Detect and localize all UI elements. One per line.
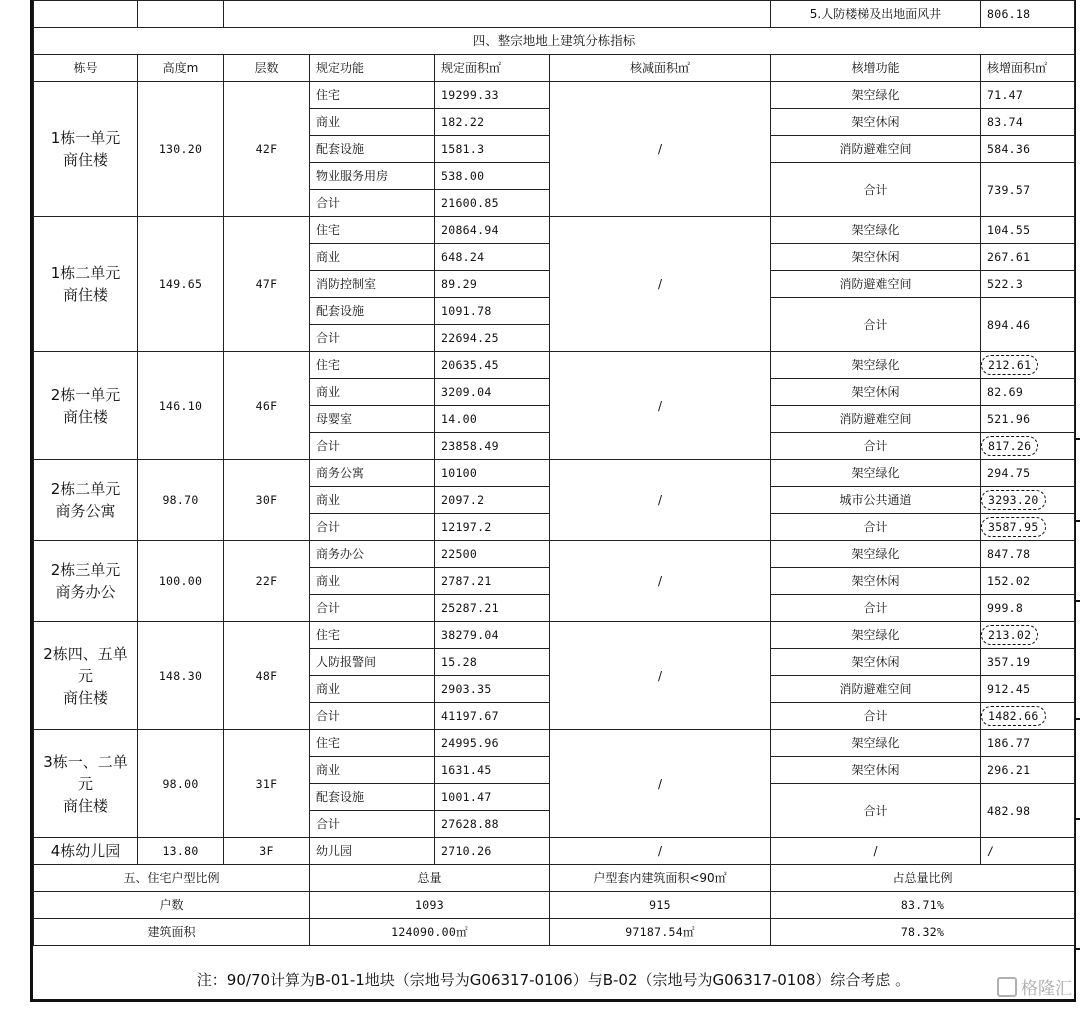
function-area: 182.22 [435, 109, 550, 136]
added-function: 架空休闲 [771, 649, 981, 676]
function-area: 648.24 [435, 244, 550, 271]
added-area: 999.8 [981, 595, 1075, 622]
added-area [981, 622, 1075, 649]
added-area: 82.69 [981, 379, 1075, 406]
function-label: 合计 [310, 190, 435, 217]
table-row [34, 460, 1075, 487]
function-label: 住宅 [310, 622, 435, 649]
added-area: 83.74 [981, 109, 1075, 136]
added-area: 357.19 [981, 649, 1075, 676]
table-row [34, 217, 1075, 244]
function-label: 住宅 [310, 352, 435, 379]
added-area: 294.75 [981, 460, 1075, 487]
added-function: 消防避难空间 [771, 136, 981, 163]
function-label: 住宅 [310, 82, 435, 109]
margin-mark [1074, 520, 1080, 522]
added-function: 架空绿化 [771, 460, 981, 487]
building-name: 1栋一单元 商住楼 [34, 82, 138, 217]
function-label: 配套设施 [310, 298, 435, 325]
function-label: 消防控制室 [310, 271, 435, 298]
function-label: 商业 [310, 757, 435, 784]
function-area: 22500 [435, 541, 550, 568]
function-area: 1581.3 [435, 136, 550, 163]
building-name: 4栋幼儿园 [34, 838, 138, 865]
added-function: 合计 [771, 595, 981, 622]
column-header: 栋号 [34, 55, 138, 82]
function-label: 商务公寓 [310, 460, 435, 487]
added-function: 合计 [771, 703, 981, 730]
building-name: 2栋四、五单元 商住楼 [34, 622, 138, 730]
function-area: 14.00 [435, 406, 550, 433]
added-area: 912.45 [981, 676, 1075, 703]
added-function: 架空休闲 [771, 757, 981, 784]
reduced-area: / [550, 838, 771, 865]
table-row [34, 892, 1075, 919]
table-row [34, 352, 1075, 379]
added-area: / [981, 838, 1075, 865]
watermark-text: 格隆汇 [1021, 979, 1072, 999]
table-row [34, 838, 1075, 865]
added-area: 104.55 [981, 217, 1075, 244]
building-name: 1栋二单元 商住楼 [34, 217, 138, 352]
function-label: 物业服务用房 [310, 163, 435, 190]
added-area: 739.57 [981, 163, 1075, 217]
function-label: 商业 [310, 676, 435, 703]
building-height: 13.80 [138, 838, 224, 865]
building-height: 148.30 [138, 622, 224, 730]
function-area: 27628.88 [435, 811, 550, 838]
function-area: 3209.04 [435, 379, 550, 406]
function-label: 住宅 [310, 730, 435, 757]
building-height: 149.65 [138, 217, 224, 352]
column-header: 总量 [310, 865, 550, 892]
table-row [34, 919, 1075, 946]
margin-mark [1074, 948, 1080, 950]
column-header: 层数 [224, 55, 310, 82]
function-label: 商务办公 [310, 541, 435, 568]
building-floors: 47F [224, 217, 310, 352]
top-row-value: 806.18 [981, 1, 1075, 28]
added-area [981, 352, 1075, 379]
building-name: 3栋一、二单元 商住楼 [34, 730, 138, 838]
function-area: 38279.04 [435, 622, 550, 649]
added-function: 架空休闲 [771, 244, 981, 271]
added-function: 架空绿化 [771, 730, 981, 757]
added-function: 消防避难空间 [771, 676, 981, 703]
added-function: 架空绿化 [771, 352, 981, 379]
added-area: 152.02 [981, 568, 1075, 595]
function-label: 合计 [310, 811, 435, 838]
added-area: 521.96 [981, 406, 1075, 433]
reduced-area: / [550, 730, 771, 838]
column-header: 高度m [138, 55, 224, 82]
circled-value: 1482.66 [981, 706, 1046, 726]
reduced-area: / [550, 622, 771, 730]
reduced-area: / [550, 460, 771, 541]
function-label: 商业 [310, 568, 435, 595]
building-floors: 42F [224, 82, 310, 217]
added-function: 架空绿化 [771, 541, 981, 568]
added-function: 架空休闲 [771, 109, 981, 136]
column-header: 户型套内建筑面积<90㎡ [550, 865, 771, 892]
table-row [34, 82, 1075, 109]
function-area: 538.00 [435, 163, 550, 190]
circled-value: 213.02 [981, 625, 1038, 645]
document-sheet [30, 0, 1076, 1002]
ratio-percent: 83.71% [771, 892, 1075, 919]
added-function: 消防避难空间 [771, 271, 981, 298]
building-height: 98.70 [138, 460, 224, 541]
logo-icon [997, 977, 1017, 997]
ratio-row-label: 建筑面积 [34, 919, 310, 946]
function-area: 2787.21 [435, 568, 550, 595]
column-header: 核增功能 [771, 55, 981, 82]
function-label: 商业 [310, 487, 435, 514]
footnote: 注：90/70计算为B-01-1地块（宗地号为G06317-0106）与B-02（宗地号为G06317-0108）综合考虑 。 [196, 971, 911, 989]
added-area: 482.98 [981, 784, 1075, 838]
building-height: 130.20 [138, 82, 224, 217]
function-area: 22694.25 [435, 325, 550, 352]
function-label: 合计 [310, 703, 435, 730]
function-label: 合计 [310, 595, 435, 622]
function-area: 24995.96 [435, 730, 550, 757]
added-area [981, 433, 1075, 460]
ratio-row-label: 户数 [34, 892, 310, 919]
table-row [34, 622, 1075, 649]
function-area: 12197.2 [435, 514, 550, 541]
added-function: 合计 [771, 433, 981, 460]
table-row [34, 55, 1075, 82]
function-area: 41197.67 [435, 703, 550, 730]
margin-mark [1074, 438, 1080, 440]
added-area: 847.78 [981, 541, 1075, 568]
table-row [34, 730, 1075, 757]
circled-value: 3293.20 [981, 490, 1046, 510]
function-label: 人防报警间 [310, 649, 435, 676]
function-area: 1631.45 [435, 757, 550, 784]
ratio-total: 1093 [310, 892, 550, 919]
function-area: 2710.26 [435, 838, 550, 865]
added-area: 522.3 [981, 271, 1075, 298]
circled-value: 212.61 [981, 355, 1038, 375]
building-floors: 48F [224, 622, 310, 730]
function-label: 母婴室 [310, 406, 435, 433]
function-label: 合计 [310, 325, 435, 352]
function-area: 89.29 [435, 271, 550, 298]
building-floors: 46F [224, 352, 310, 460]
function-area: 25287.21 [435, 595, 550, 622]
function-label: 商业 [310, 244, 435, 271]
added-function: 架空绿化 [771, 82, 981, 109]
table-row [34, 28, 1075, 55]
added-function: / [771, 838, 981, 865]
function-area: 19299.33 [435, 82, 550, 109]
building-floors: 3F [224, 838, 310, 865]
building-floors: 22F [224, 541, 310, 622]
building-height: 146.10 [138, 352, 224, 460]
circled-value: 3587.95 [981, 517, 1046, 537]
function-area: 21600.85 [435, 190, 550, 217]
ratio-percent: 78.32% [771, 919, 1075, 946]
column-header: 核增面积㎡ [981, 55, 1075, 82]
added-area: 894.46 [981, 298, 1075, 352]
table-row [34, 865, 1075, 892]
added-area [981, 514, 1075, 541]
function-label: 合计 [310, 433, 435, 460]
table-cell [224, 1, 771, 28]
added-area: 71.47 [981, 82, 1075, 109]
function-area: 1091.78 [435, 298, 550, 325]
added-area: 584.36 [981, 136, 1075, 163]
function-label: 幼儿园 [310, 838, 435, 865]
function-label: 住宅 [310, 217, 435, 244]
added-function: 合计 [771, 298, 981, 352]
added-function: 合计 [771, 514, 981, 541]
function-area: 10100 [435, 460, 550, 487]
reduced-area: / [550, 541, 771, 622]
added-area: 296.21 [981, 757, 1075, 784]
building-name: 2栋二单元 商务公寓 [34, 460, 138, 541]
ratio-small-units: 97187.54㎡ [550, 919, 771, 946]
added-area [981, 703, 1075, 730]
section-title: 五、住宅户型比例 [34, 865, 310, 892]
building-height: 100.00 [138, 541, 224, 622]
watermark [997, 974, 1072, 999]
function-area: 23858.49 [435, 433, 550, 460]
margin-mark [1074, 600, 1080, 602]
margin-mark [1074, 718, 1080, 720]
added-function: 架空休闲 [771, 568, 981, 595]
added-area: 186.77 [981, 730, 1075, 757]
building-name: 2栋一单元 商住楼 [34, 352, 138, 460]
building-height: 98.00 [138, 730, 224, 838]
function-area: 1001.47 [435, 784, 550, 811]
function-label: 合计 [310, 514, 435, 541]
added-function: 城市公共通道 [771, 487, 981, 514]
table-cell [138, 1, 224, 28]
added-area [981, 487, 1075, 514]
function-label: 配套设施 [310, 784, 435, 811]
column-header: 核减面积㎡ [550, 55, 771, 82]
added-area: 267.61 [981, 244, 1075, 271]
function-area: 2097.2 [435, 487, 550, 514]
top-row-label: 5.人防楼梯及出地面风井 [771, 1, 981, 28]
ratio-small-units: 915 [550, 892, 771, 919]
added-function: 合计 [771, 784, 981, 838]
added-function: 合计 [771, 163, 981, 217]
circled-value: 817.26 [981, 436, 1038, 456]
column-header: 规定功能 [310, 55, 435, 82]
building-name: 2栋三单元 商务办公 [34, 541, 138, 622]
function-label: 商业 [310, 379, 435, 406]
ratio-total: 124090.00㎡ [310, 919, 550, 946]
column-header: 占总量比例 [771, 865, 1075, 892]
added-function: 架空绿化 [771, 622, 981, 649]
section-title: 四、整宗地地上建筑分栋指标 [34, 28, 1075, 55]
reduced-area: / [550, 217, 771, 352]
margin-mark [1074, 818, 1080, 820]
table-row [34, 541, 1075, 568]
table-cell [34, 1, 138, 28]
function-area: 20635.45 [435, 352, 550, 379]
function-area: 20864.94 [435, 217, 550, 244]
added-function: 消防避难空间 [771, 406, 981, 433]
reduced-area: / [550, 82, 771, 217]
table-row [34, 1, 1075, 28]
building-floors: 31F [224, 730, 310, 838]
added-function: 架空休闲 [771, 379, 981, 406]
function-label: 配套设施 [310, 136, 435, 163]
reduced-area: / [550, 352, 771, 460]
building-floors: 30F [224, 460, 310, 541]
function-area: 2903.35 [435, 676, 550, 703]
index-table [33, 0, 1075, 946]
added-function: 架空绿化 [771, 217, 981, 244]
function-label: 商业 [310, 109, 435, 136]
function-area: 15.28 [435, 649, 550, 676]
column-header: 规定面积㎡ [435, 55, 550, 82]
